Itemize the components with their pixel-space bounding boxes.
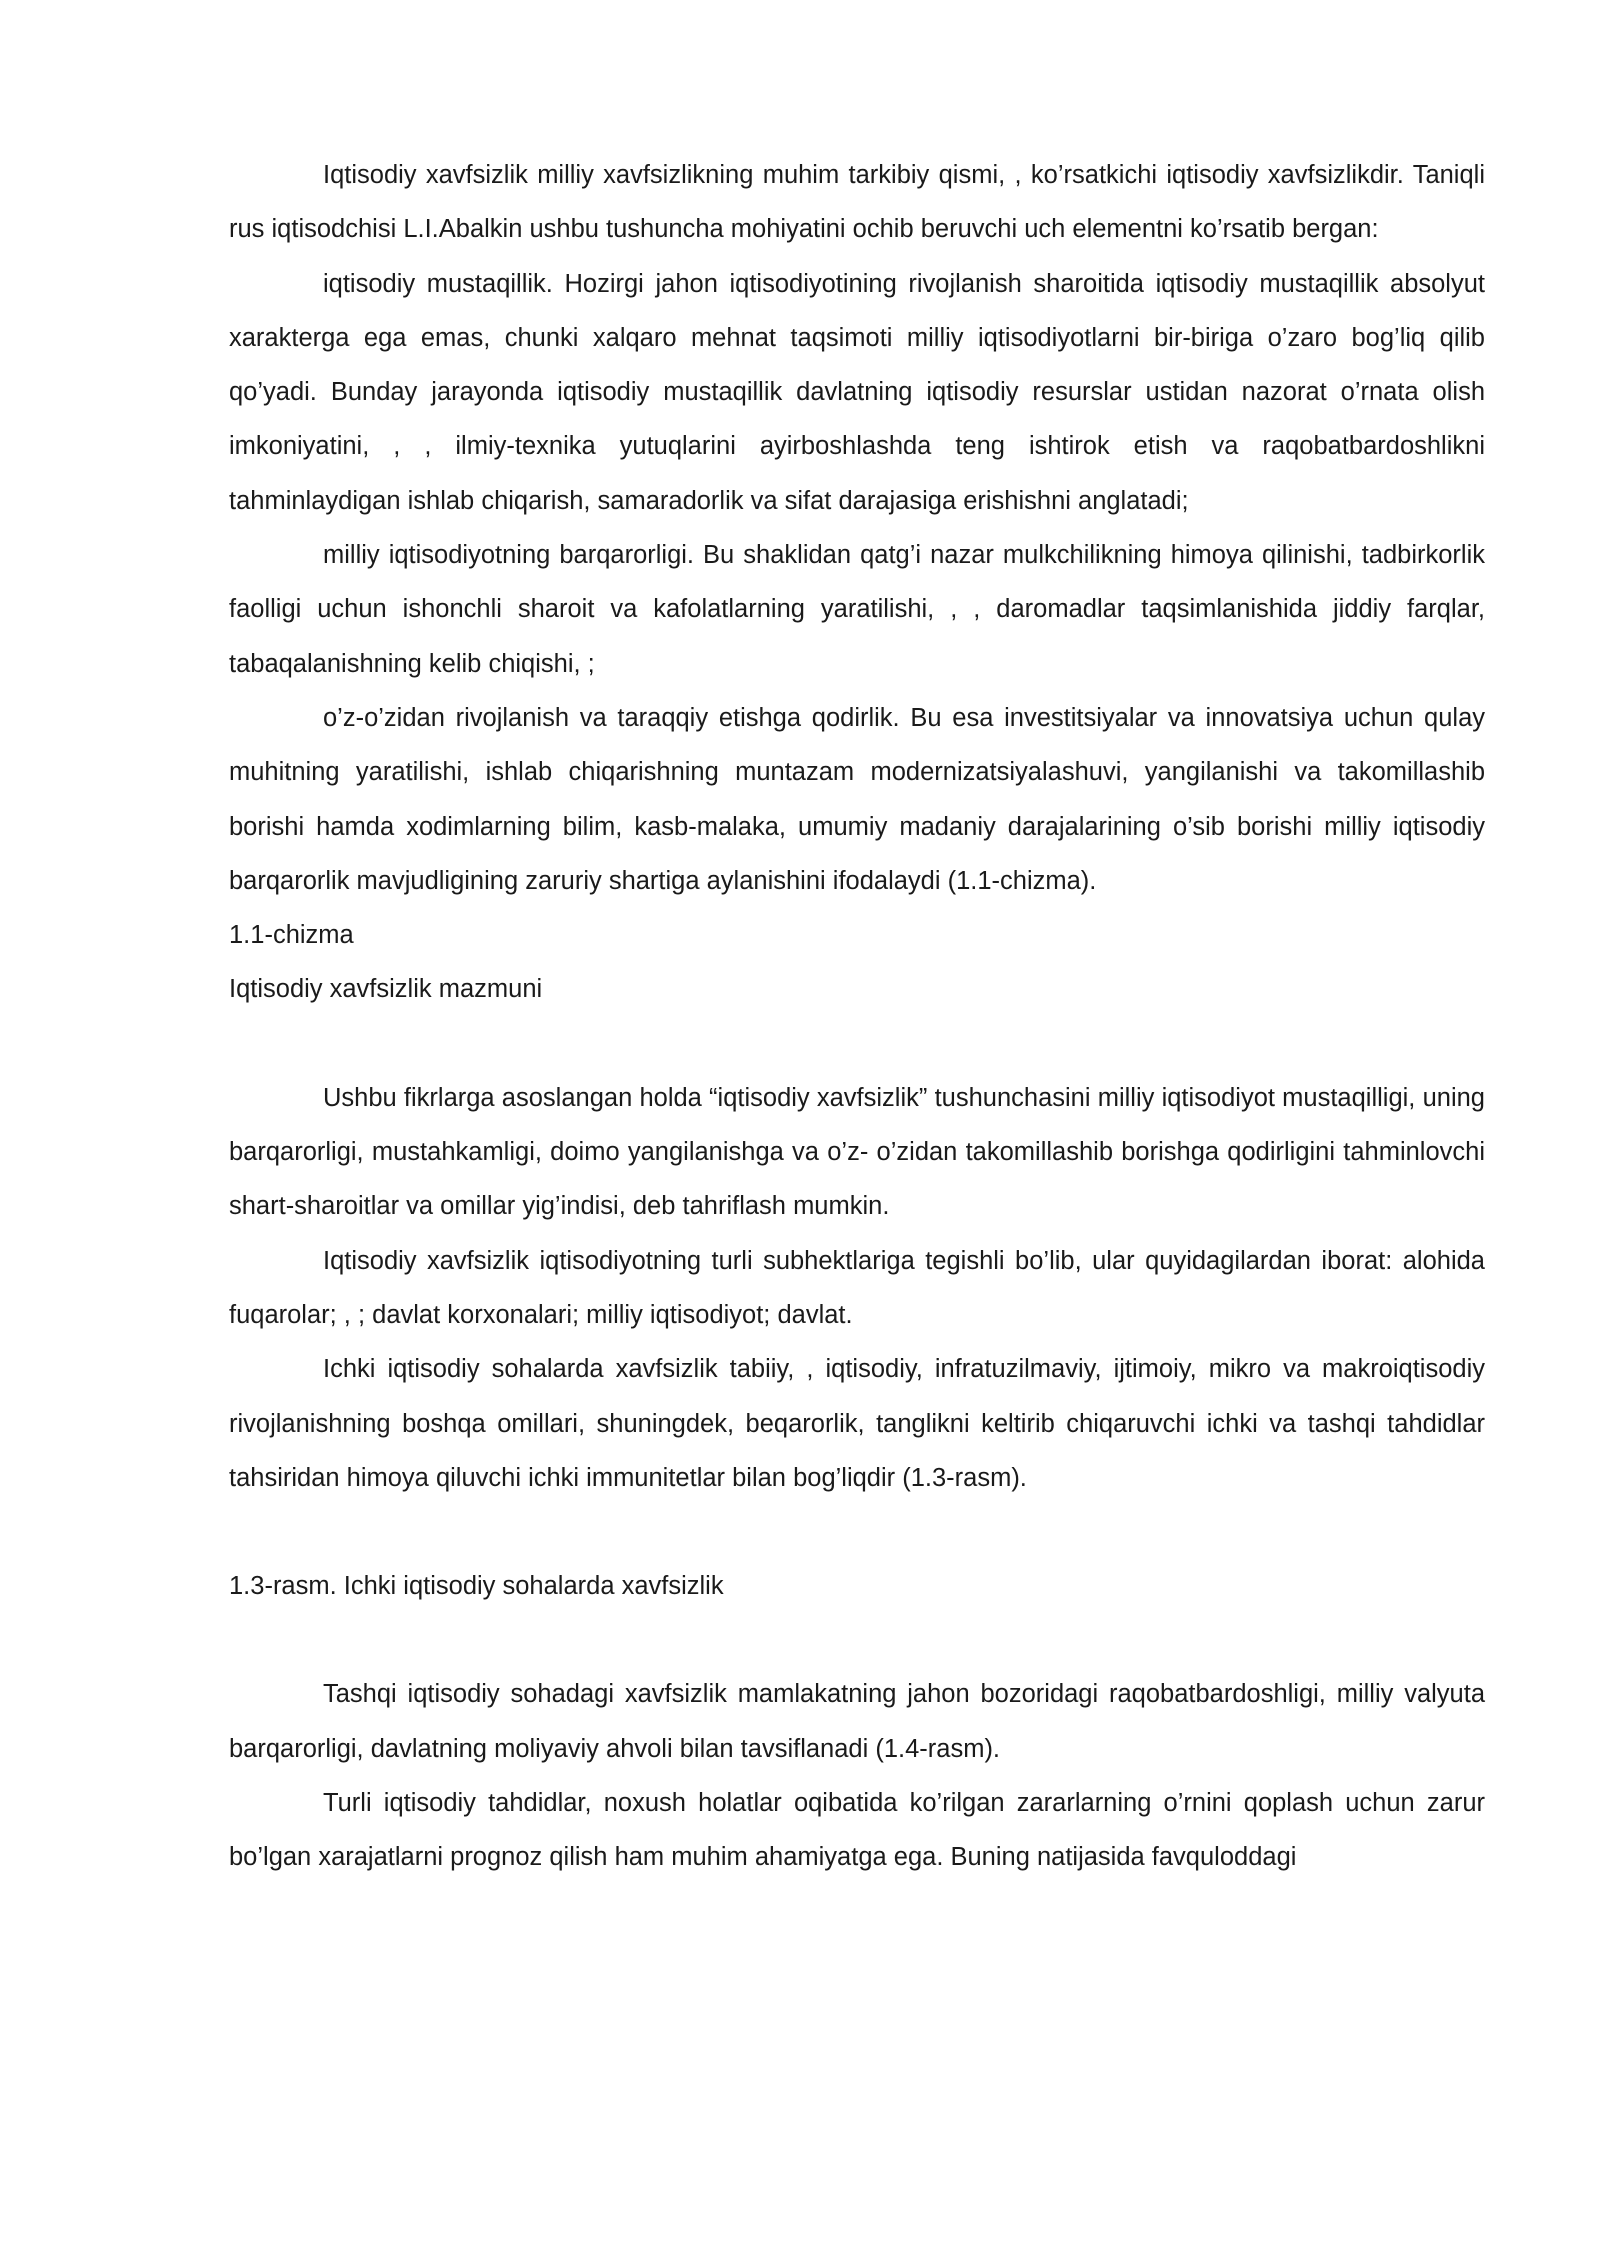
figure-3-caption: 1.3-rasm. Ichki iqtisodiy sohalarda xavfsizlik bbox=[229, 1572, 724, 1601]
paragraph-economic-stability: milliy iqtisodiyotning barqarorligi. Bu shaklidan qatg’i nazar mulkchilikning himoya qilinishi, tadbirkorlik faolligi uchun ishonchli sharoit va kafolatlarning yaratilishi, , , daromadlar taqsimlanishida jiddiy farqlar, tabaqalanishning kelib chiqishi, ; bbox=[229, 541, 1485, 678]
figure-1-space bbox=[229, 1017, 1485, 1071]
paragraph-threat-costs: Turli iqtisodiy tahdidlar, noxush holatlar oqibatida ko’rilgan zararlarning o’rnini qoplash uchun zarur bo’lgan xarajatlarni prognoz qilish ham muhim ahamiyatga ega. Buning natijasida favquloddagi bbox=[229, 1789, 1485, 1872]
figure-1-label: 1.1-chizma bbox=[229, 921, 354, 950]
document-page bbox=[229, 148, 1485, 1885]
paragraph-subjects: Iqtisodiy xavfsizlik iqtisodiyotning turli subhektlariga tegishli bo’lib, ular quyidagilardan iborat: alohida fuqarolar; , ; davlat korxonalari; milliy iqtisodiyot; davlat. bbox=[229, 1246, 1485, 1329]
paragraph-intro: Iqtisodiy xavfsizlik milliy xavfsizlikning muhim tarkibiy qismi, , ko’rsatkichi iqtisodiy xavfsizlikdir. Taniqli rus iqtisodchisi L.I.Abalkin ushbu tushuncha mohiyatini ochib beruvchi uch elementni ko’rsatib bergan: bbox=[229, 161, 1485, 244]
paragraph-self-development: o’z-o’zidan rivojlanish va taraqqiy etishga qodirlik. Bu esa investitsiyalar va innovatsiya uchun qulay muhitning yaratilishi, ishlab chiqarishning muntazam modernizatsiyalashuvi, yangilanishi va takomillashib borishi hamda xodimlarning bilim, kasb-malaka, umumiy madaniy darajalarining o’sib borishi milliy iqtisodiy barqarorlik mavjudligining zaruriy shartiga aylanishini ifodalaydi (1.1-chizma). bbox=[229, 703, 1485, 895]
paragraph-internal-security: Ichki iqtisodiy sohalarda xavfsizlik tabiiy, , iqtisodiy, infratuzilmaviy, ijtimoiy, mikro va makroiqtisodiy rivojlanishning boshqa omillari, shuningdek, beqarorlik, tanglikni keltirib chiqaruvchi ichki va tashqi tahdidlar tahsiridan himoya qiluvchi ichki immunitetlar bilan bog’liqdir (1.3-rasm). bbox=[229, 1355, 1485, 1492]
figure-1-title: Iqtisodiy xavfsizlik mazmuni bbox=[229, 975, 543, 1004]
paragraph-definition: Ushbu fikrlarga asoslangan holda “iqtisodiy xavfsizlik” tushunchasini milliy iqtisodiyot mustaqilligi, uning barqarorligi, mustahkamligi, doimo yangilanishga va o’z- o’zidan takomillashib borishga qodirligini tahminlovchi shart-sharoitlar va omillar yig’indisi, deb tahriflash mumkin. bbox=[229, 1083, 1485, 1221]
figure-3-after-space bbox=[229, 1613, 1485, 1667]
figure-3-space bbox=[229, 1505, 1485, 1559]
paragraph-external-security: Tashqi iqtisodiy sohadagi xavfsizlik mamlakatning jahon bozoridagi raqobatbardoshligi, milliy valyuta barqarorligi, davlatning moliyaviy ahvoli bilan tavsiflanadi (1.4-rasm). bbox=[229, 1680, 1485, 1763]
paragraph-economic-independence: iqtisodiy mustaqillik. Hozirgi jahon iqtisodiyotining rivojlanish sharoitida iqtisodiy mustaqillik absolyut xarakterga ega emas, chunki xalqaro mehnat taqsimoti milliy iqtisodiyotlarni bir-biriga o’zaro bog’liq qilib qo’yadi. Bunday jarayonda iqtisodiy mustaqillik davlatning iqtisodiy resurslar ustidan nazorat o’rnata olish imkoniyatini, , , ilmiy-texnika yutuqlarini ayirboshlashda teng ishtirok etish va raqobatbardoshlikni tahminlaydigan ishlab chiqarish, samaradorlik va sifat darajasiga erishishni anglatadi; bbox=[229, 269, 1485, 515]
